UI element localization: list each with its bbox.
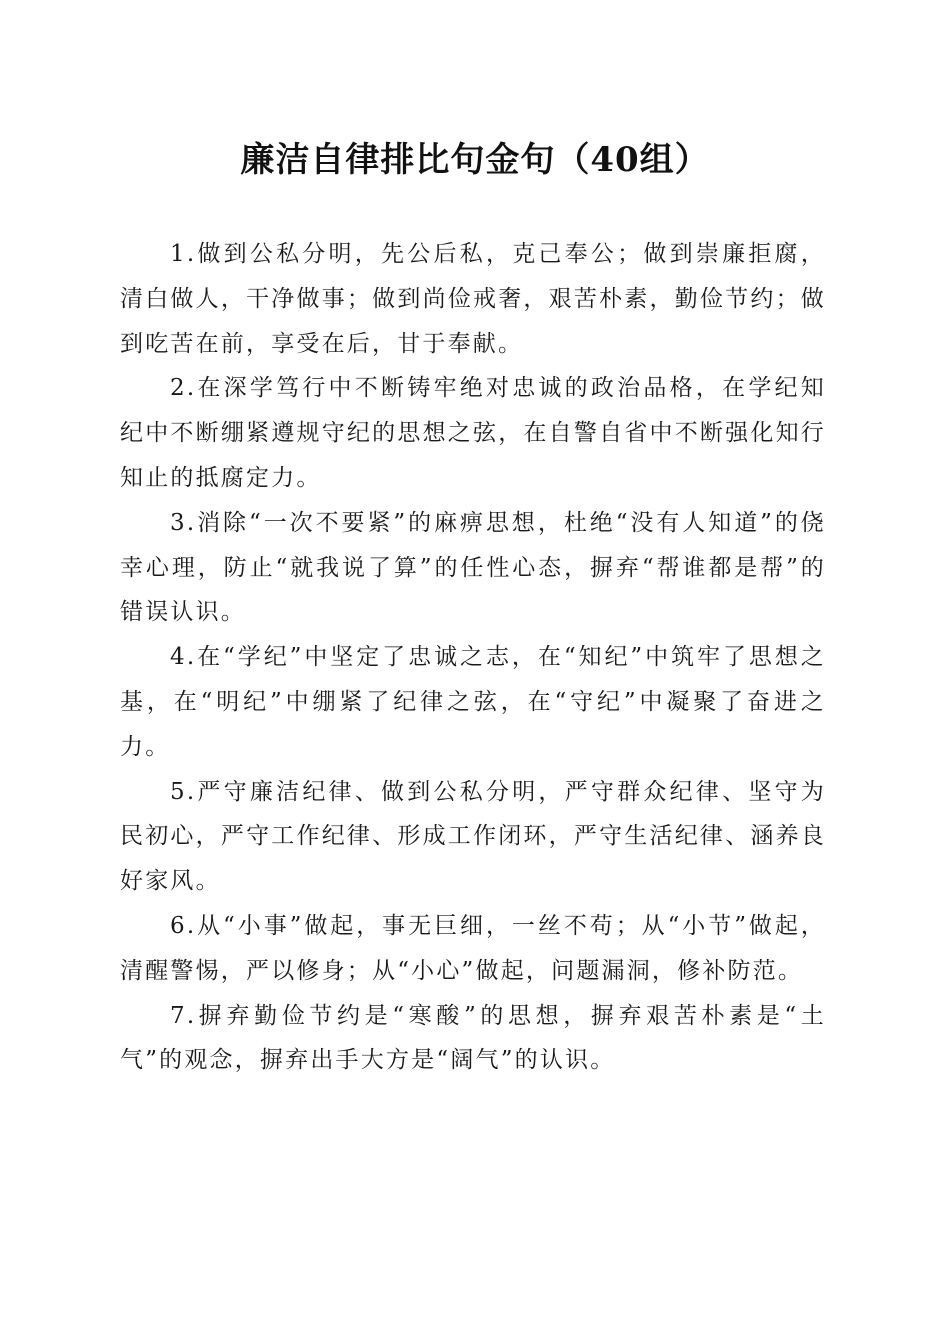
document-title: 廉洁自律排比句金句（40组） <box>240 140 710 180</box>
paragraph-1: 1.做到公私分明，先公后私，克己奉公；做到崇廉拒腐，清白做人，干净做事；做到尚俭戒奢，艰苦朴素，勤俭节约；做到吃苦在前，享受在后，甘于奉献。 <box>120 241 826 357</box>
document-body <box>120 232 826 1083</box>
paragraph-7: 7.摒弃勤俭节约是“寒酸”的思想，摒弃艰苦朴素是“土气”的观念，摒弃出手大方是“阔气”的认识。 <box>120 1002 826 1074</box>
paragraph-5: 5.严守廉洁纪律、做到公私分明，严守群众纪律、坚守为民初心，严守工作纪律、形成工作闭环，严守生活纪律、涵养良好家风。 <box>120 778 826 895</box>
paragraph-6: 6.从“小事”做起，事无巨细，一丝不苟；从“小节”做起，清醒警惕，严以修身；从“小心”做起，问题漏洞，修补防范。 <box>120 912 826 984</box>
paragraph-3: 3.消除“一次不要紧”的麻痹思想，杜绝“没有人知道”的侥幸心理，防止“就我说了算”的任性心态，摒弃“帮谁都是帮”的错误认识。 <box>120 509 826 626</box>
paragraph-2: 2.在深学笃行中不断铸牢绝对忠诚的政治品格，在学纪知纪中不断绷紧遵规守纪的思想之弦，在自警自省中不断强化知行知止的抵腐定力。 <box>120 375 826 491</box>
paragraph-4: 4.在“学纪”中坚定了忠诚之志，在“知纪”中筑牢了思想之基，在“明纪”中绷紧了纪律之弦，在“守纪”中凝聚了奋进之力。 <box>120 644 826 760</box>
